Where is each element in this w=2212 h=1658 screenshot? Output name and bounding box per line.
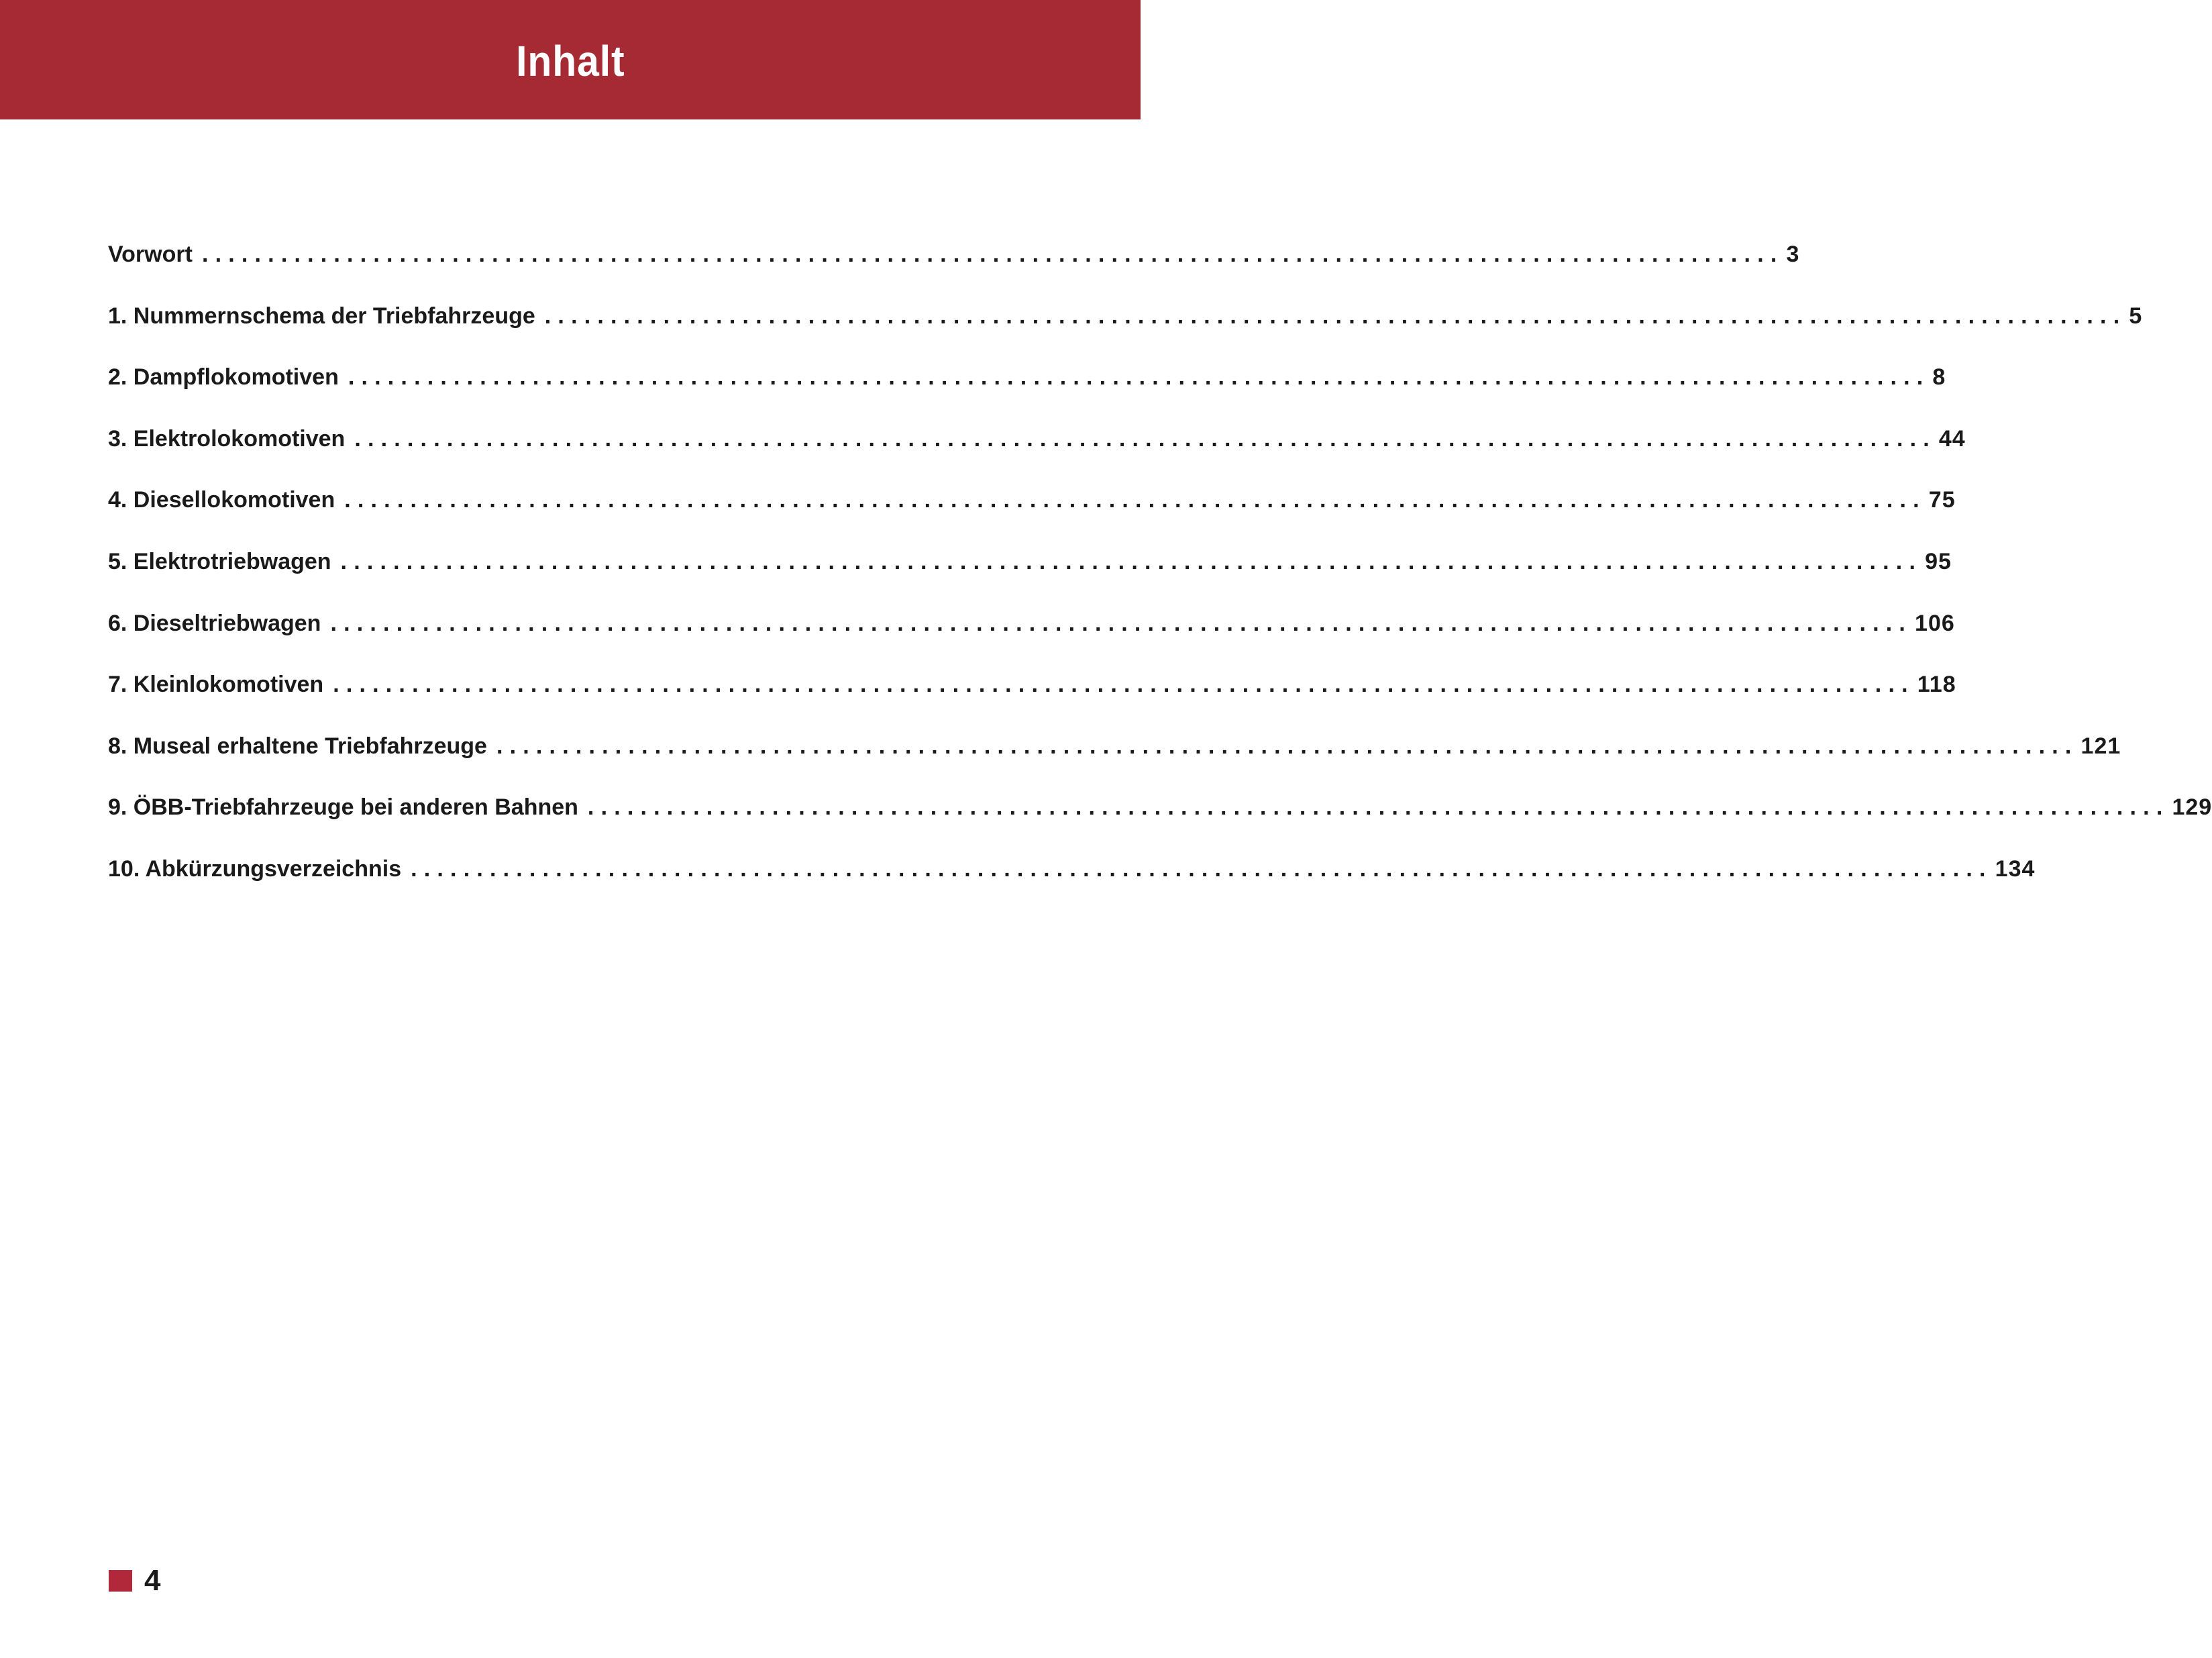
toc-dot-leader: ........................................................................................................................	[411, 856, 1993, 882]
toc-entry-label: 9. ÖBB-Triebfahrzeuge bei anderen Bahnen	[108, 794, 578, 821]
toc-entry-label: 10. Abkürzungsverzeichnis	[108, 856, 402, 882]
toc-dot-leader: ........................................................................................................................	[544, 303, 2127, 329]
toc-entry-label: 8. Museal erhaltene Triebfahrzeuge	[108, 733, 487, 759]
toc-entry-label: 5. Elektrotriebwagen	[108, 548, 331, 574]
toc-entry-label: Vorwort	[108, 242, 193, 267]
toc-entry-page: 95	[1925, 548, 1952, 574]
toc-entry-label: 6. Dieseltriebwagen	[108, 610, 321, 636]
toc-entry-page: 44	[1938, 425, 1966, 452]
toc-entry-page: 134	[1995, 856, 2036, 882]
toc-entry[interactable]	[108, 856, 2036, 918]
toc-entry[interactable]	[108, 487, 1956, 549]
page-footer	[109, 1566, 160, 1596]
toc-dot-leader: ........................................................................................................................	[344, 487, 1926, 513]
toc-entry-page: 75	[1928, 487, 1956, 513]
page-title: Inhalt	[515, 37, 625, 85]
toc-entry[interactable]	[108, 364, 1946, 426]
toc-entry-label: 2. Dampflokomotiven	[108, 364, 339, 391]
toc-entry-label: 4. Diesellokomotiven	[108, 487, 335, 513]
toc-dot-leader: ........................................................................................................................	[340, 548, 1923, 574]
toc-dot-leader: ........................................................................................................................	[348, 364, 1930, 391]
toc-entry[interactable]	[108, 242, 1800, 303]
toc-entry[interactable]	[108, 672, 1956, 733]
toc-entry[interactable]	[108, 303, 2143, 365]
toc-dot-leader: ........................................................................................................................	[333, 672, 1915, 698]
toc-dot-leader: ........................................................................................................................	[354, 425, 1936, 452]
toc-entry-label: 3. Elektrolokomotiven	[108, 425, 346, 452]
page-number: 4	[144, 1564, 161, 1597]
toc-entry[interactable]	[108, 548, 1952, 611]
footer-square-marker	[109, 1570, 132, 1592]
toc-dot-leader: ........................................................................................................................	[587, 794, 2170, 821]
toc-entry[interactable]	[108, 610, 1955, 672]
toc-entry-page: 121	[2081, 733, 2121, 759]
toc-entry-page: 118	[1917, 672, 1956, 698]
toc-dot-leader: ........................................................................................................................	[330, 610, 1913, 636]
table-of-contents	[108, 242, 2212, 918]
toc-entry[interactable]	[108, 794, 2212, 856]
toc-entry[interactable]	[108, 425, 1966, 488]
header-band	[0, 0, 1141, 119]
toc-entry-page: 106	[1915, 610, 1955, 636]
toc-entry[interactable]	[108, 733, 2121, 795]
toc-entry-label: 7. Kleinlokomotiven	[108, 672, 324, 698]
toc-dot-leader: ........................................................................................................................	[496, 733, 2078, 759]
toc-entry-page: 129	[2172, 794, 2212, 821]
toc-entry-label: 1. Nummernschema der Triebfahrzeuge	[108, 303, 535, 329]
toc-entry-page: 8	[1932, 364, 1946, 391]
toc-entry-page: 3	[1786, 242, 1800, 267]
toc-entry-page: 5	[2129, 303, 2143, 329]
toc-dot-leader: ........................................................................................................................	[201, 242, 1784, 267]
